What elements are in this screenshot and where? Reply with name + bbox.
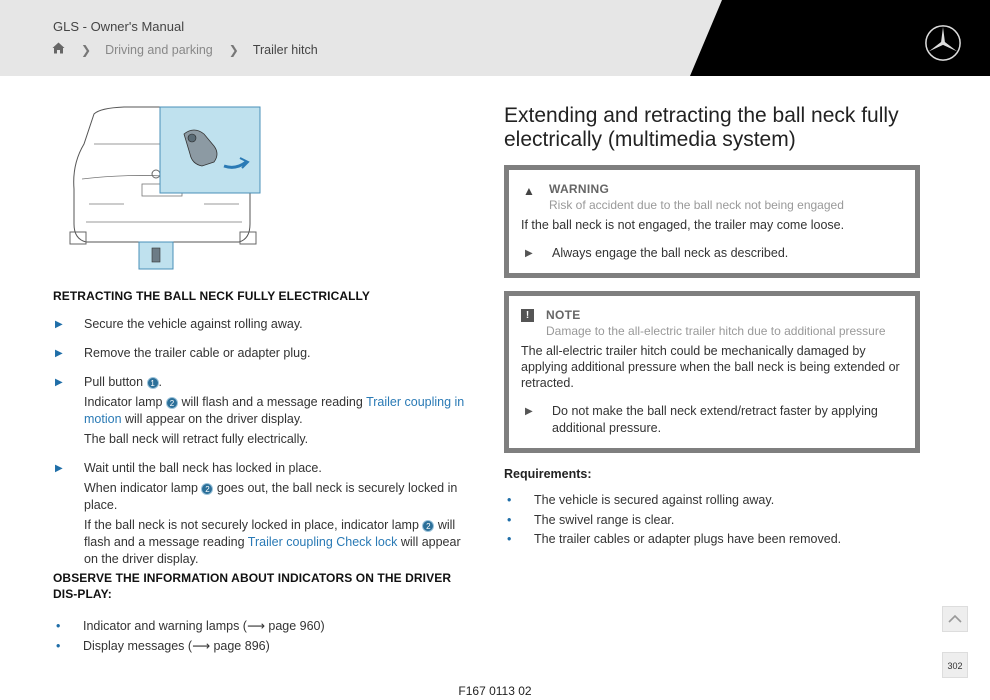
requirements-list: [504, 491, 920, 550]
list-item[interactable]: • Indicator and warning lamps (⟶ page 960): [53, 616, 473, 636]
breadcrumb-trailer-hitch: Trailer hitch: [252, 42, 318, 57]
section-heading-retract: RETRACTING THE BALL NECK FULLY ELECTRICALLY: [53, 289, 370, 303]
list-item: • The trailer cables or adapter plugs have been removed.: [504, 530, 920, 550]
section-title: Extending and retracting the ball neck fully electrically (multimedia system): [504, 104, 899, 151]
list-item: • The swivel range is clear.: [504, 511, 920, 531]
manual-title: GLS - Owner's Manual: [53, 19, 185, 34]
trailer-hitch-illustration: [64, 104, 264, 272]
step-detail: [84, 394, 473, 428]
step-item: [53, 316, 473, 333]
step-item: [53, 345, 473, 362]
home-icon[interactable]: [52, 42, 65, 57]
requirements-heading: Requirements:: [504, 467, 592, 481]
header-bar: [0, 0, 990, 76]
message-trailer-coupling-in-motion-link[interactable]: Trailer coupling in motion: [84, 395, 465, 426]
step-arrow-icon: ▶: [55, 319, 63, 330]
warning-header: [521, 181, 903, 213]
note-exclamation-icon: !: [521, 309, 534, 322]
note-box: [504, 291, 920, 453]
warning-label: WARNING: [549, 182, 610, 196]
retract-instructions: [53, 288, 473, 656]
note-label: NOTE: [546, 308, 581, 322]
step-arrow-icon: ▶: [525, 406, 533, 417]
message-trailer-coupling-check-lock-link[interactable]: Trailer coupling Check lock: [247, 535, 398, 549]
warning-subtitle: Risk of accident due to the ball neck not being engaged: [549, 198, 844, 212]
step-result: The ball neck will retract fully electrically.: [84, 432, 309, 446]
note-subtitle: Damage to the all-electric trailer hitch due to additional pressure: [546, 324, 886, 338]
scroll-to-top-button[interactable]: [942, 606, 968, 632]
step-text: Secure the vehicle against rolling away.: [84, 317, 303, 331]
list-item: • The vehicle is secured against rolling away.: [504, 491, 920, 511]
step-arrow-icon: ▶: [525, 248, 533, 259]
warning-body: If the ball neck is not engaged, the trailer may come loose.: [521, 218, 845, 232]
note-body: The all-electric trailer hitch could be mechanically damaged by applying additional pressure when the ball neck is being extended or retracted.: [521, 344, 900, 390]
step-text: .: [158, 375, 163, 389]
lamp-2-badge-icon: 2: [422, 520, 434, 532]
chevron-right-icon: ❯: [228, 42, 239, 57]
step-text: Always engage the ball neck as described.: [552, 246, 789, 260]
lamp-2-badge-icon: 2: [166, 397, 178, 409]
warning-step: [521, 245, 903, 262]
detail-text: When indicator lamp: [84, 481, 202, 495]
detail-text: will flash and a message reading: [84, 518, 456, 549]
section-heading-observe: OBSERVE THE INFORMATION ABOUT INDICATORS ON THE DRIVER DIS-PLAY:: [53, 571, 452, 601]
arrow-up-icon: [943, 607, 967, 631]
step-item-wait: [53, 460, 473, 568]
mercedes-star-icon: [924, 24, 962, 62]
warning-box: [504, 165, 920, 278]
detail-text: will appear on the driver display.: [84, 535, 461, 566]
step-arrow-icon: ▶: [55, 348, 63, 359]
observe-list: [53, 616, 473, 656]
breadcrumb-driving-and-parking[interactable]: Driving and parking: [105, 42, 213, 57]
step-text: Pull button: [84, 375, 147, 389]
detail-text: If the ball neck is not securely locked in place, indicator lamp: [84, 518, 423, 532]
chevron-right-icon: ❯: [81, 42, 92, 57]
breadcrumb: [52, 42, 318, 57]
note-step: [521, 403, 903, 437]
detail-text: goes out, the ball neck is securely locked in place.: [84, 481, 458, 512]
figure-code: F167 0113 02: [458, 684, 532, 698]
step-detail: [84, 517, 473, 568]
lamp-2-badge-icon: 2: [201, 483, 213, 495]
page-number-button[interactable]: 302: [942, 652, 968, 678]
step-detail: [84, 480, 473, 514]
step-arrow-icon: ▶: [55, 377, 63, 388]
list-item[interactable]: • Display messages (⟶ page 896): [53, 636, 473, 656]
warning-triangle-icon: ▲: [523, 184, 535, 198]
button-1-badge-icon: 1: [147, 377, 159, 389]
detail-text: Indicator lamp: [84, 395, 166, 409]
detail-text: will flash and a message reading: [177, 395, 367, 409]
step-item-pull-button: [53, 374, 473, 448]
note-header: [521, 307, 903, 339]
step-text: Do not make the ball neck extend/retract faster by applying additional pressure.: [552, 404, 878, 435]
step-text: Wait until the ball neck has locked in place.: [84, 461, 322, 475]
detail-text: will appear on the driver display.: [121, 412, 303, 426]
step-text: Remove the trailer cable or adapter plug.: [84, 346, 311, 360]
step-arrow-icon: ▶: [55, 463, 63, 474]
extend-retract-section: [504, 104, 920, 550]
